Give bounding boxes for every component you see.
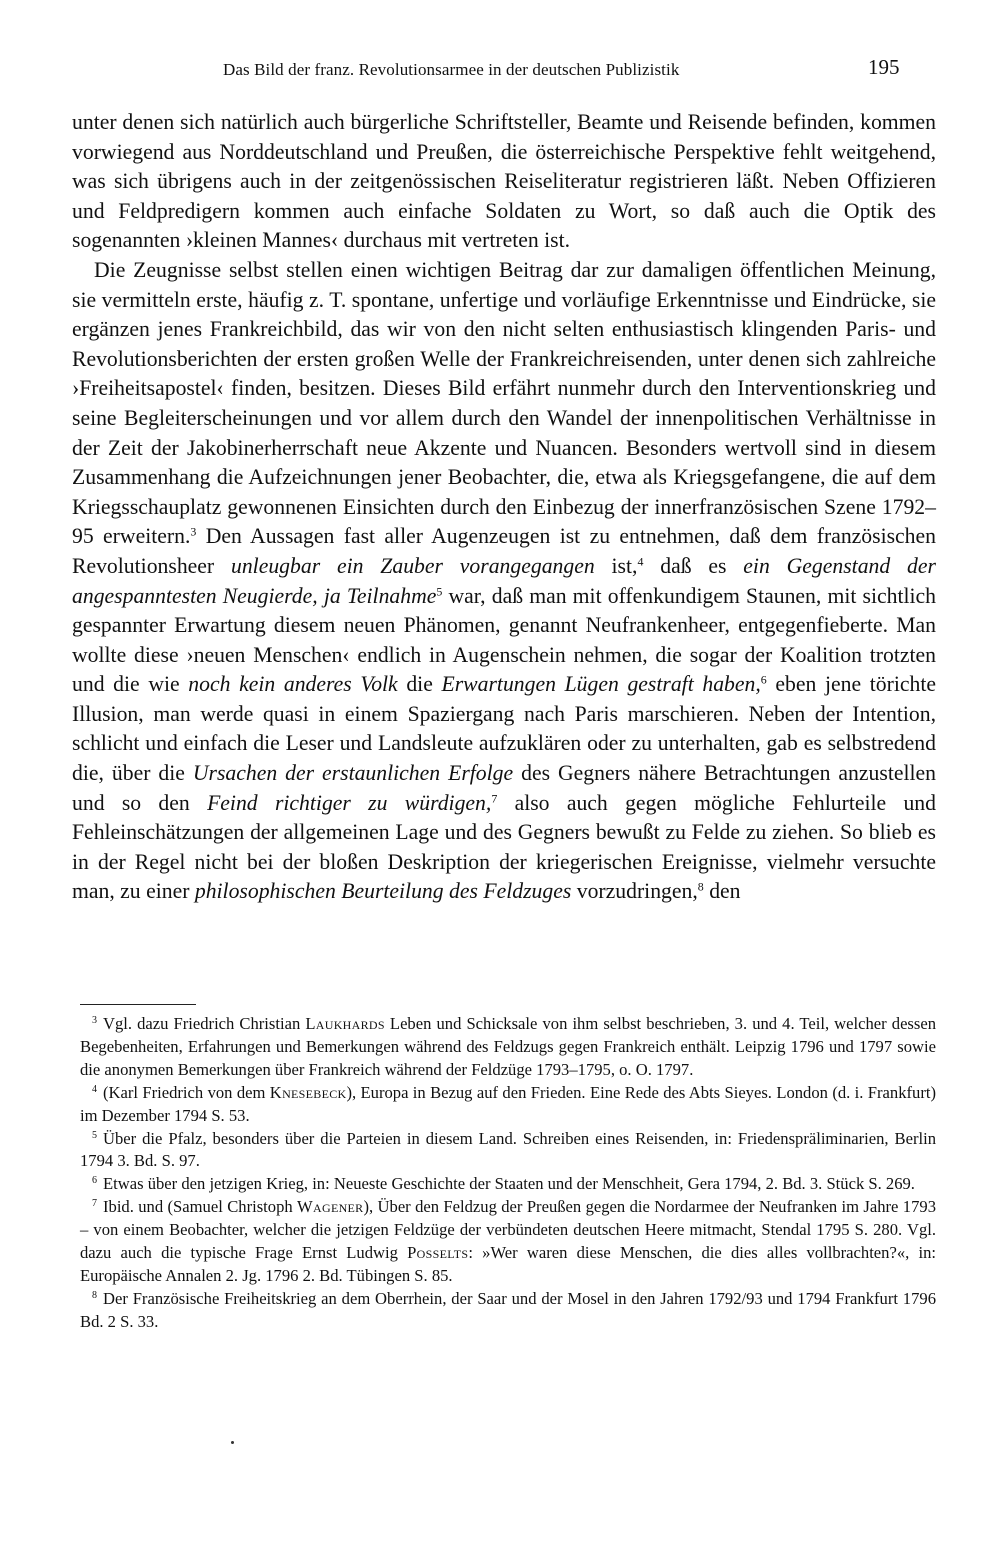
footnote-text: ), Europa in Bezug auf den Frieden. Eine Rede des Abts Sieyes. London (d. i. Frankfurt) im Dezember 1794 S. 53.	[80, 1082, 936, 1125]
text-run: des Gegners nähere Betrachtungen anzustellen und so den	[72, 761, 936, 815]
quotation-italic: Feind richtiger zu würdigen,	[207, 790, 492, 815]
text-run: die	[397, 672, 442, 697]
footnote-ref-6[interactable]: 6	[760, 672, 767, 687]
footnote-ref-5[interactable]: 5	[436, 583, 443, 598]
text-run: Die Zeugnisse selbst stellen einen wichtigen Beitrag dar zur damaligen öffentlichen Meinung, sie vermitteln erste, häufig z. T. spontane, unfertige und vorläufige Erkenntnisse und Eindrücke, sie ergänzen jenes Frankreichbild, das wir von den nicht selten enthusiastisch klingenden Paris- und Revolutionsberichten der ersten großen Welle der Frankreichreisenden, unter denen sich zahlreiche ›Freiheitsapostel‹ finden, besitzen. Dieses Bild erfährt nunmehr durch den Interventionskrieg und seine Begleiterscheinungen und vor allem durch den Wandel der innenpolitischen Verhältnisse in der Zeit der Jakobinerherrschaft neue Akzente und Nuancen. Besonders wertvoll sind in diesem Zusammenhang die Aufzeichnungen jener Beobachter, die, etwa als Kriegsgefangene, die auf dem Kriegsschauplatz gewonnenen Einsichten durch den Einbezug der innerfranzösischen Szene 1792–95 erweitern.	[72, 257, 936, 549]
quotation-italic: philosophischen Beurteilung des Feldzuges	[194, 879, 572, 904]
footnote-text: Über die Pfalz, besonders über die Parteien in diesem Land. Schreiben eines Reisenden, in: Friedenspräliminarien, Berlin 1794 3. Bd. S. 97.	[80, 1128, 936, 1171]
text-run: vorzudringen,	[571, 879, 698, 904]
footnote-text: Leben und Schicksale von ihm selbst beschrieben, 3. und 4. Teil, welcher dessen Begebenheiten, Erfahrungen und Bemerkungen während des Feldzugs gegen Frankreich enthält. Leipzig 1796 und 1797 sowie die anonymen Bemerkungen über Frankreich während der Feldzüge 1793–1795, o. O. 1797.	[80, 1014, 937, 1079]
quotation-italic: noch kein anderes Volk	[188, 672, 398, 697]
running-title: Das Bild der franz. Revolutionsarmee in der deutschen Publizistik	[223, 60, 680, 79]
footnote-5: 5 Über die Pfalz, besonders über die Parteien in diesem Land. Schreiben eines Reisenden, in: Friedenspräliminarien, Berlin 1794 3. Bd. S. 97.	[80, 1128, 936, 1171]
page-number: 195	[868, 55, 900, 79]
footnote-text: : »Wer waren diese Menschen, die dies alles vollbrachten?«, in: Europäische Annalen 2. Jg. 1796 2. Bd. Tübingen S. 85.	[80, 1243, 937, 1285]
footnote-7: 7 Ibid. und (Samuel Christoph Wagener), Über den Feldzug der Preußen gegen die Nordarmee der Neufranken im Jahre 1793 – von einem Beobachter, welcher die jetzigen Feldzüge der verbündeten deutschen Heere mitmacht, Stendal 1795 S. 280. Vgl. dazu auch die typische Frage Ernst Ludwig Posselts: »Wer waren diese Menschen, die dies alles vollbrachten?«, in: Europäische Annalen 2. Jg. 1796 2. Bd. Tübingen S. 85.	[80, 1197, 937, 1285]
footnote-text: Etwas über den jetzigen Krieg, in: Neueste Geschichte der Staaten und der Menschheit, Gera 1794, 2. Bd. 3. Stück S. 269.	[103, 1174, 915, 1194]
footnote-6: 6 Etwas über den jetzigen Krieg, in: Neueste Geschichte der Staaten und der Menschheit, Gera 1794, 2. Bd. 3. Stück S. 269.	[92, 1174, 915, 1194]
footnote-3: 3 Vgl. dazu Friedrich Christian Laukhards Leben und Schicksale von ihm selbst beschrieben, 3. und 4. Teil, welcher dessen Begebenheiten, Erfahrungen und Bemerkungen während des Feldzugs gegen Frankreich enthält. Leipzig 1796 und 1797 sowie die anonymen Bemerkungen über Frankreich während der Feldzüge 1793–1795, o. O. 1797.	[80, 1014, 937, 1079]
text-run: den	[703, 879, 741, 904]
text-run: eben jene törichte Illusion, man werde quasi in einem Spaziergang nach Paris marschieren. Neben der Intention, schlicht und einfach die Leser und Landsleute aufzuklären oder zu unterhalten, gab es selbstredend die, über die	[72, 672, 936, 786]
footnote-ref-3[interactable]: 3	[190, 524, 197, 539]
author-name: Laukhards	[305, 1014, 385, 1033]
author-name: Wagener	[297, 1197, 364, 1217]
author-name: Knesebeck	[269, 1082, 347, 1102]
footnote-text: Der Französische Freiheitskrieg an dem Oberrhein, der Saar und der Mosel in den Jahren 1792/93 und 1794 Frankfurt 1796 Bd. 2 S. 33.	[80, 1288, 936, 1331]
text-run: unter denen sich natürlich auch bürgerliche Schriftsteller, Beamte und Reisende befinden, kommen vorwiegend aus Norddeutschland und Preußen, die österreichische Perspektive fehlt weitgehend, was sich übrigens auch in der zeitgenössischen Reiseliteratur registrieren läßt. Neben Offizieren und Feldpredigern kommen auch einfache Soldaten zu Wort, so daß auch die Optik des sogenannten ›kleinen Mannes‹ durchaus mit vertreten ist.	[72, 110, 936, 253]
footnote-4: 4 (Karl Friedrich von dem Knesebeck), Europa in Bezug auf den Frieden. Eine Rede des Abts Sieyes. London (d. i. Frankfurt) im Dezember 1794 S. 53.	[80, 1082, 936, 1125]
print-speck	[231, 1441, 234, 1444]
footnote-text: ), Über den Feldzug der Preußen gegen die Nordarmee der Neufranken im Jahre 1793 – von einem Beobachter, welcher die jetzigen Feldzüge der verbündeten deutschen Heere mitmacht, Stendal 1795 S. 280. Vgl. dazu auch die typische Frage Ernst Ludwig	[80, 1197, 936, 1263]
text-run: war, daß man mit offenkundigem Staunen, mit sichtlich gespannter Erwartung diesem neuen Phänomen, genannt Neufrankenheer, entgegenfieberte. Man wollte diese ›neuen Menschen‹ endlich in Augenschein nehmen, die sogar der Koalition trotzten und die wie	[72, 583, 937, 697]
footnotes-section	[80, 1013, 936, 1334]
quotation-italic: Ursachen der erstaunlichen Erfolge	[192, 761, 514, 786]
footnote-ref-8[interactable]: 8	[697, 879, 704, 894]
text-run: ist,	[594, 553, 638, 578]
quotation-italic: Erwartungen Lügen gestraft haben,	[441, 672, 761, 697]
text-run: also auch gegen mögliche Fehlurteile und Fehleinschätzungen der allgemeinen Lage und des Gegners bewußt zu Felde zu ziehen. So blieb es in der Regel nicht bei der bloßen Deskription der kriegerischen Ereignisse, vielmehr versuchte man, zu einer	[72, 790, 936, 904]
text-run: daß es	[643, 553, 744, 578]
paragraph-1	[72, 108, 936, 256]
footnote-text: (Karl Friedrich von dem	[103, 1082, 270, 1102]
footnote-text: Vgl. dazu Friedrich Christian	[103, 1014, 306, 1033]
footnote-text: Ibid. und (Samuel Christoph	[103, 1197, 298, 1217]
quotation-italic: ein Gegenstand der angespanntesten Neugierde, ja Teilnahme	[72, 553, 936, 608]
paragraph-2	[72, 256, 936, 907]
footnote-ref-7[interactable]: 7	[491, 790, 498, 805]
author-name: Posselts	[407, 1243, 469, 1263]
main-text	[72, 108, 936, 907]
footnote-ref-4[interactable]: 4	[637, 554, 644, 569]
text-run: Den Aussagen fast aller Augenzeugen ist zu entnehmen, daß dem französischen Revolutionsheer	[72, 524, 936, 578]
footnote-divider	[80, 1004, 196, 1005]
footnote-8: 8 Der Französische Freiheitskrieg an dem Oberrhein, der Saar und der Mosel in den Jahren 1792/93 und 1794 Frankfurt 1796 Bd. 2 S. 33.	[80, 1288, 936, 1331]
quotation-italic: unleugbar ein Zauber vorangegangen	[230, 553, 595, 578]
